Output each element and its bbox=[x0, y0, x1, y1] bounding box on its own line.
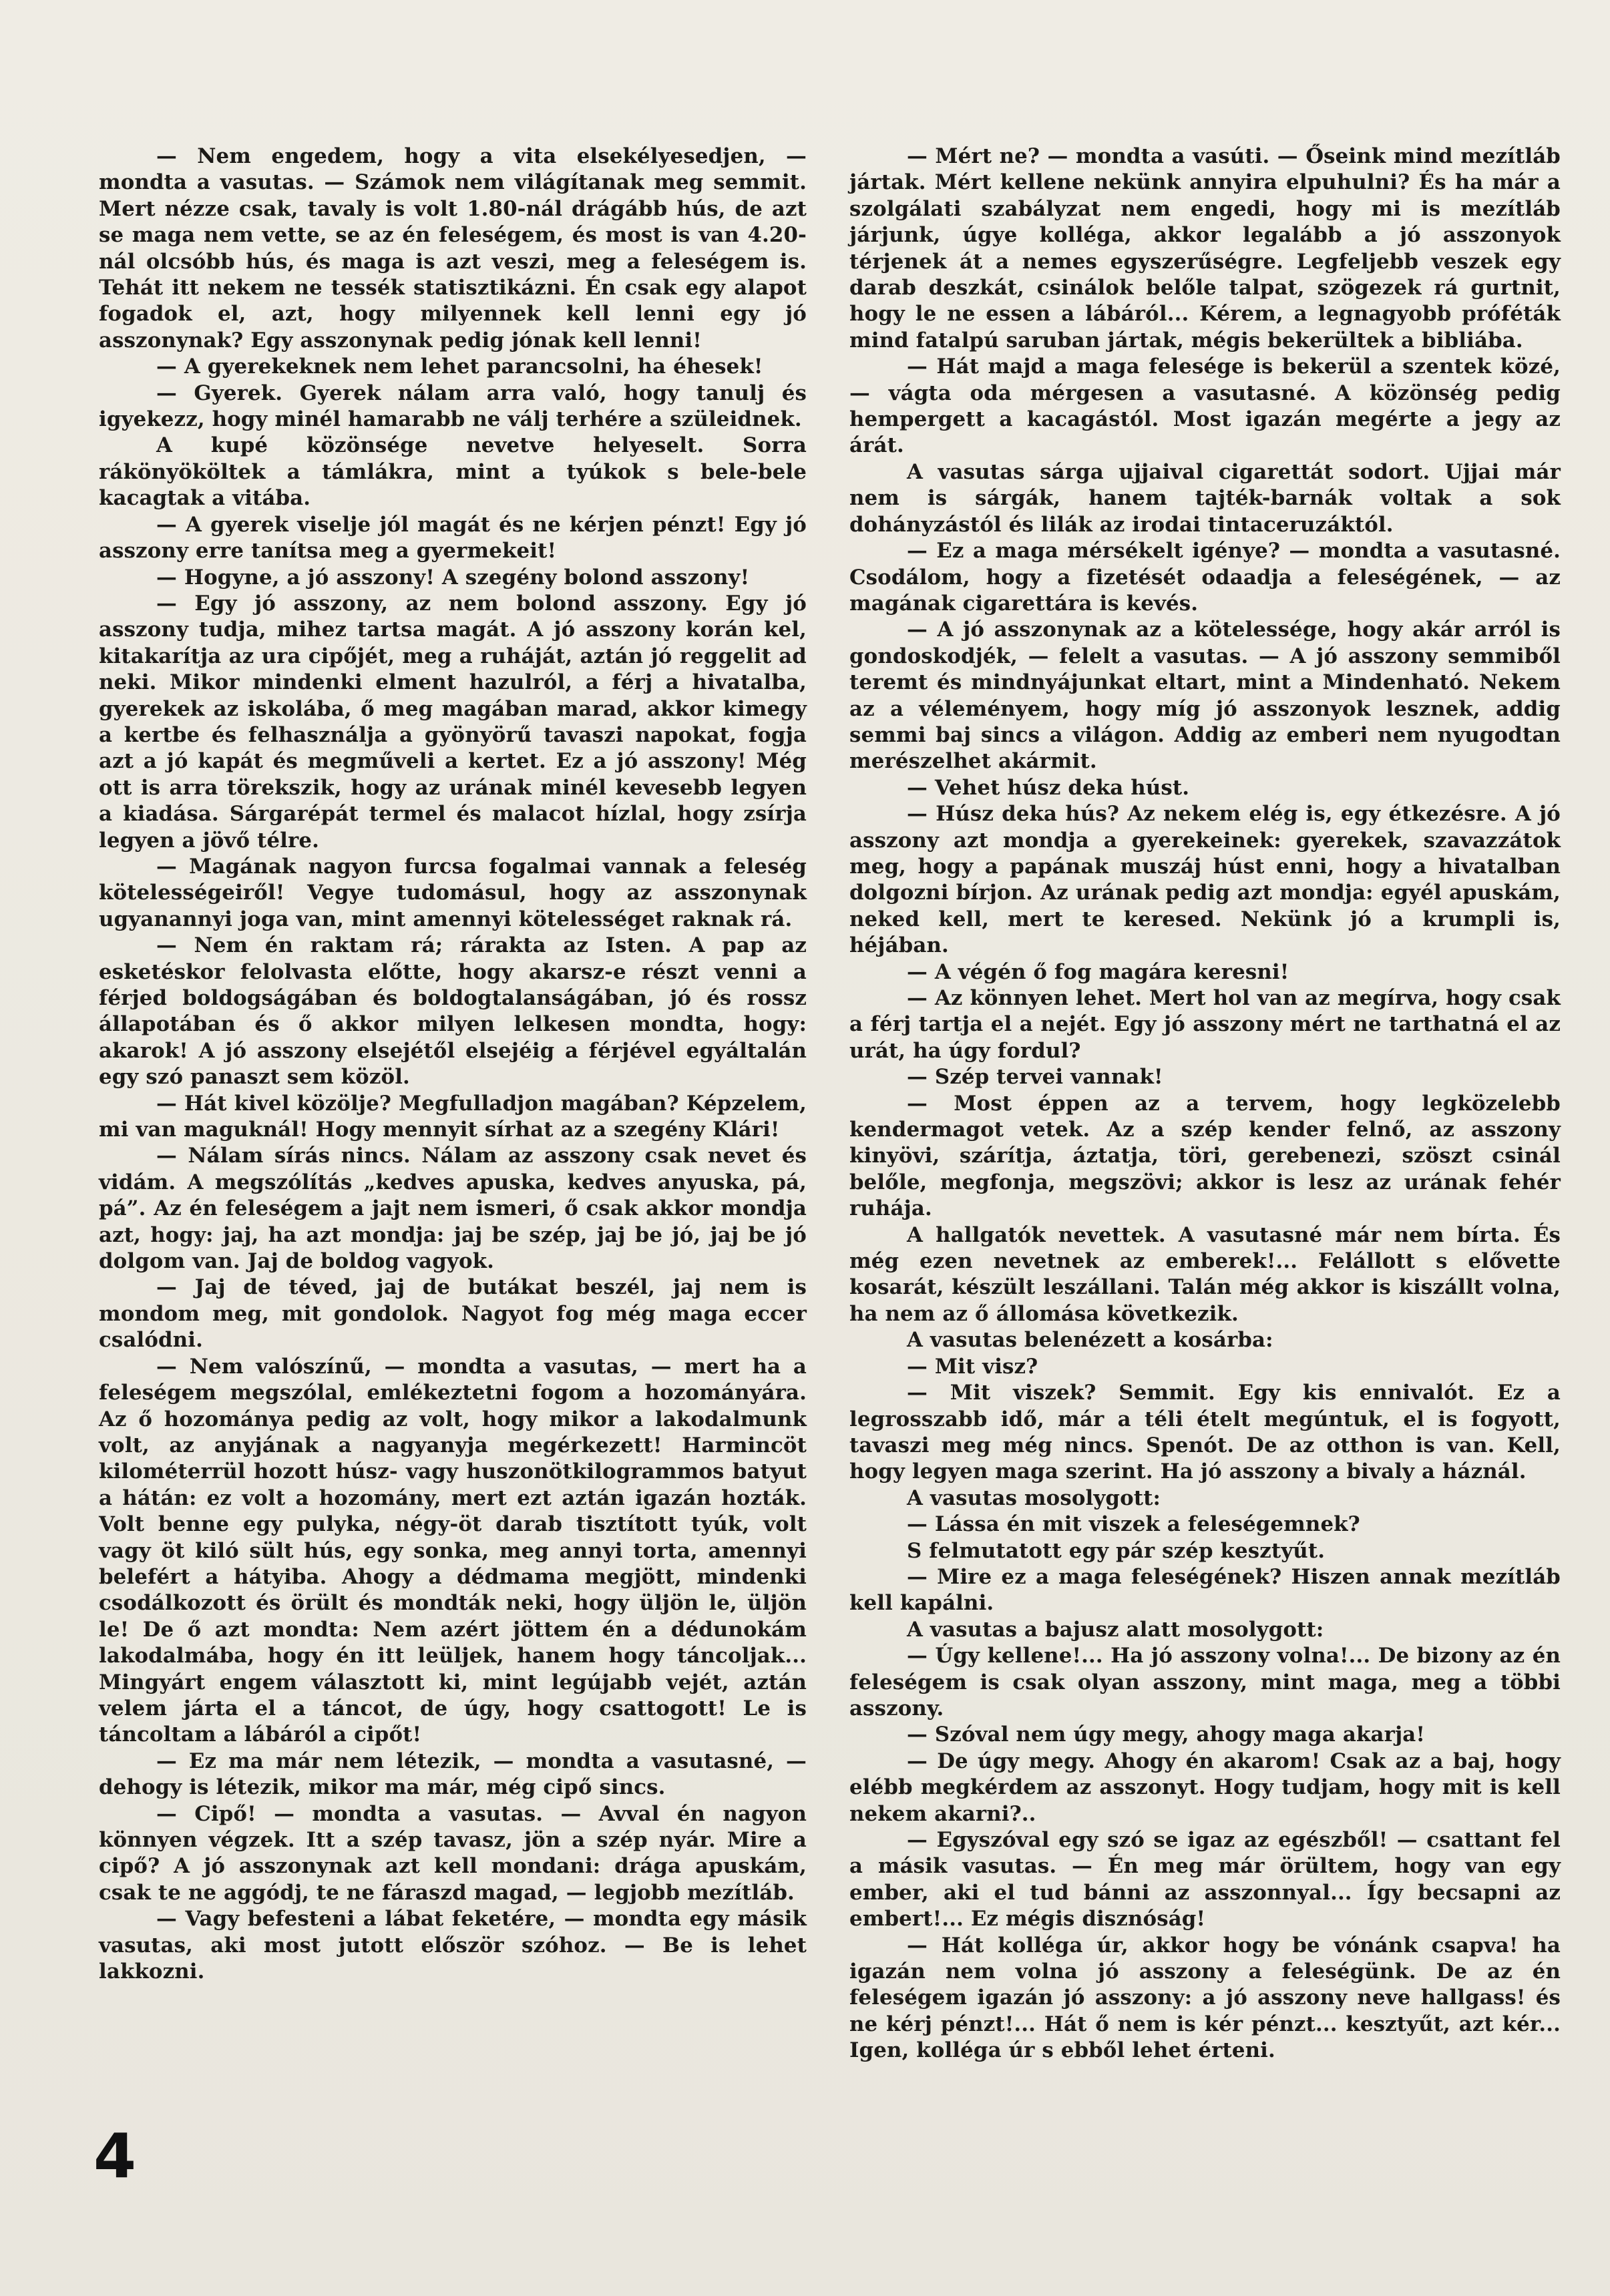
paragraph: — Hogyne, a jó asszony! A szegény bolond asszony! bbox=[156, 565, 750, 590]
paragraph: — Mért ne? — mondta a vasúti. — Őseink mind mezítláb jártak. Mért kellene nekünk annyira elpuhulni? És ha már a szolgálati szabályzat nem engedi, hogy mi is mezítláb járjunk, úgye kolléga, akkor legalább a jó asszonyok térjenek át a nemes egyszerűségre. Legfeljebb veszek egy darab deszkát, csinálok belőle talpat, szögezek rá gurtnit, hogy le ne essen a lábáról... Kérem, a legnagyobb próféták mind fatalpú saruban jártak, mégis bekerültek a bibliába. bbox=[849, 144, 1561, 353]
paragraph: A vasutas mosolygott: bbox=[907, 1485, 1161, 1510]
paragraph: — Egyszóval egy szó se igaz az egészből! — csattant fel a másik vasutas. — Én meg már örültem, hogy van egy ember, aki el tud bánni az asszonnyal... Így becsapni az embert!... Ez mégis disznóság! bbox=[849, 1828, 1561, 1931]
paragraph: — Szóval nem úgy megy, ahogy maga akarja! bbox=[907, 1723, 1426, 1747]
paragraph: A vasutas a bajusz alatt mosolygott: bbox=[907, 1617, 1324, 1642]
right-text-column bbox=[849, 144, 1561, 2064]
paragraph: — Húsz deka hús? Az nekem elég is, egy étkezésre. A jó asszony azt mondja a gyerekeinek: gyerekek, szavazzátok meg, hogy a papának muszáj húst enni, hogy a hivatalban dolgozni bírjon. Az urának pedig azt mondja: egyél apuskám, neked kell, mert te keresed. Nekünk jó a krumpli is, héjában. bbox=[849, 802, 1561, 958]
paragraph: — Lássa én mit viszek a feleségemnek? bbox=[907, 1512, 1360, 1537]
paragraph: — Nem engedem, hogy a vita elsekélyesedjen, — mondta a vasutas. — Számok nem világítanak meg semmit. Mert nézze csak, tavaly is volt 1.80-nál drágább hús, de azt se maga nem vette, se az én feleségem, és most is van 4.20-nál olcsóbb hús, és maga is azt veszi, meg a feleségem is. Tehát itt nekem ne tessék statisztikázni. Én csak egy alapot fogadok el, azt, hogy milyennek kell lenni egy jó asszonynak? Egy asszonynak pedig jónak kell lenni! bbox=[99, 144, 807, 353]
paragraph: — Nem én raktam rá; rárakta az Isten. A pap az esketéskor felolvasta előtte, hogy akarsz-e részt venni a férjed boldogságában és boldogtalanságában, jó és rossz állapotában és ő akkor milyen lelkesen mondta, hogy: akarok! A jó asszony elsejétől elsejéig a férjével egyáltalán egy szó panaszt sem közöl. bbox=[99, 933, 807, 1090]
paragraph: — Mire ez a maga feleségének? Hiszen annak mezítláb kell kapálni. bbox=[849, 1564, 1561, 1616]
paragraph: — A jó asszonynak az a kötelessége, hogy akár arról is gondoskodjék, — felelt a vasutas. — A jó asszony semmiből teremt és mindnyájunkat eltart, mint a Mindenható. Nekem az a véleményem, hogy míg jó asszonyok lesznek, addig semmi baj sincs a világon. Addig az emberi nem nyugodtan merészelhet akármit. bbox=[849, 618, 1561, 774]
paragraph: A vasutas belenézett a kosárba: bbox=[907, 1328, 1273, 1353]
paragraph: — Nem valószínű, — mondta a vasutas, — mert ha a feleségem megszólal, emlékeztetni fogom a hozományára. Az ő hozománya pedig az volt, hogy mikor a lakodalmunk volt, az anyjának a nagyanyja megérkezett! Harmincöt kilométerrül hozott húsz- vagy huszonötkilogrammos batyut a hátán: ez volt a hozomány, mert ezt aztán igazán hozták. Volt benne egy pulyka, négy-öt darab tisztított tyúk, volt vagy öt kiló sült hús, egy sonka, meg annyi torta, amennyi belefért a hátyiba. Ahogy a dédmama megjött, mindenki csodálkozott és örült és mondták neki, hogy üljön le, üljön le! De ő azt mondta: Nem azért jöttem én a dédunokám lakodalmába, hogy én itt leüljek, hanem hogy táncoljak... Mingyárt engem választott ki, mint legújabb vejét, aztán velem járta el a táncot, de úgy, hogy csattogott! Le is táncoltam a lábáról a cipőt! bbox=[99, 1354, 807, 1747]
paragraph: — Mit visz? bbox=[907, 1354, 1038, 1379]
paragraph: — Most éppen az a tervem, hogy legközelebb kendermagot vetek. Az a szép kender felnő, az asszony kinyövi, szárítja, áztatja, töri, gerebenezi, szöszt csinál belőle, megfonja, megszövi; akkor is lesz az urának fehér ruhája. bbox=[849, 1091, 1561, 1221]
paragraph: S felmutatott egy pár szép kesztyűt. bbox=[907, 1538, 1326, 1563]
paragraph: — Ez a maga mérsékelt igénye? — mondta a vasutasné. Csodálom, hogy a fizetését odaadja a feleségének, — az magának cigarettára is kevés. bbox=[849, 539, 1561, 616]
left-text-column bbox=[99, 144, 807, 1985]
paragraph: — De úgy megy. Ahogy én akarom! Csak az a baj, hogy elébb megkérdem az asszonyt. Hogy tudjam, hogy mit is kell nekem akarni?.. bbox=[849, 1749, 1561, 1826]
paragraph: A kupé közönsége nevetve helyeselt. Sorra rákönyököltek a támlákra, mint a tyúkok s bele-bele kacagtak a vitába. bbox=[99, 433, 807, 511]
paragraph: — Nálam sírás nincs. Nálam az asszony csak nevet és vidám. A megszólítás „kedves apuska, kedves anyuska, pá, pá”. Az én feleségem a jajt nem ismeri, ő csak akkor mondja azt, hogy: jaj, ha azt mondja: jaj be szép, jaj be jó, jaj be jó dolgom van. Jaj de boldog vagyok. bbox=[99, 1144, 807, 1274]
paragraph: A hallgatók nevettek. A vasutasné már nem bírta. És még ezen nevetnek az emberek!... Felállott s elővette kosarát, készült leszállani. Talán még akkor is kiszállt volna, ha nem az ő állomása következik. bbox=[849, 1222, 1561, 1326]
paragraph: — A gyerekeknek nem lehet parancsolni, ha éhesek! bbox=[156, 355, 763, 379]
paragraph: — Vagy befesteni a lábat feketére, — mondta egy másik vasutas, aki most jutott először szóhoz. — Be is lehet lakkozni. bbox=[99, 1907, 807, 1984]
paragraph: — A végén ő fog magára keresni! bbox=[907, 959, 1289, 984]
paragraph: A vasutas sárga ujjaival cigarettát sodort. Ujjai már nem is sárgák, hanem tajték-barnák voltak a sok dohányzástól és lilák az irodai tintaceruzáktól. bbox=[849, 459, 1561, 537]
paragraph: — Jaj de téved, jaj de butákat beszél, jaj nem is mondom meg, mit gondolok. Nagyot fog még maga eccer csalódni. bbox=[99, 1275, 807, 1353]
paragraph: — Hát kivel közölje? Megfulladjon magában? Képzelem, mi van maguknál! Hogy mennyit sírhat az a szegény Klári! bbox=[99, 1091, 807, 1142]
paragraph: — Szép tervei vannak! bbox=[907, 1065, 1163, 1090]
paragraph: — Úgy kellene!... Ha jó asszony volna!... De bizony az én feleségem is csak olyan asszony, mint maga, meg a többi asszony. bbox=[849, 1644, 1561, 1720]
paragraph: — A gyerek viselje jól magát és ne kérjen pénzt! Egy jó asszony erre tanítsa meg a gyermekeit! bbox=[99, 512, 807, 563]
paragraph: — Cipő! — mondta a vasutas. — Avval én nagyon könnyen végzek. Itt a szép tavasz, jön a szép nyár. Mire a cipő? A jó asszonynak azt kell mondani: drága apuskám, csak te ne aggódj, te ne fáraszd magad, — legjobb mezítláb. bbox=[99, 1801, 807, 1905]
paragraph: — Magának nagyon furcsa fogalmai vannak a feleség kötelességeiről! Vegye tudomásul, hogy az asszonynak ugyanannyi joga van, mint amennyi kötelességet raknak rá. bbox=[99, 854, 807, 931]
paragraph: — Vehet húsz deka húst. bbox=[907, 775, 1190, 800]
page-number: 4 bbox=[93, 2120, 137, 2192]
paragraph: — Ez ma már nem létezik, — mondta a vasutasné, — dehogy is létezik, mikor ma már, még cipő sincs. bbox=[99, 1749, 807, 1800]
paragraph: — Az könnyen lehet. Mert hol van az megírva, hogy csak a férj tartja el a nejét. Egy jó asszony mért ne tarthatná el az urát, ha úgy fordul? bbox=[849, 986, 1561, 1063]
paragraph: — Egy jó asszony, az nem bolond asszony. Egy jó asszony tudja, mihez tartsa magát. A jó asszony korán kel, kitakarítja az ura cipőjét, meg a ruháját, aztán jó reggelit ad neki. Mikor mindenki elment hazulról, a férj a hivatalba, gyerekek az iskolába, ő meg magában marad, akkor kimegy a kertbe és felhasználja a gyönyörű tavaszi napokat, fogja azt a jó kapát és megműveli a kertet. Ez a jó asszony! Még ott is arra törekszik, hogy az urának minél kevesebb legyen a kiadása. Sárgarépát termel és malacot hízlal, hogy zsírja legyen a jövő télre. bbox=[99, 591, 807, 853]
paragraph: — Gyerek. Gyerek nálam arra való, hogy tanulj és igyekezz, hogy minél hamarabb ne válj terhére a szüleidnek. bbox=[99, 381, 807, 432]
paragraph: — Mit viszek? Semmit. Egy kis ennivalót. Ez a legrosszabb idő, már a téli ételt megúntuk, el is fogyott, tavaszi meg még nincs. Spenót. De az otthon is van. Kell, hogy legyen maga szerint. Ha jó asszony a bivaly a háznál. bbox=[849, 1381, 1561, 1484]
paragraph: — Hát majd a maga felesége is bekerül a szentek közé, — vágta oda mérgesen a vasutasné. A közönség pedig hempergett a kacagástól. Most igazán megérte a jegy az árát. bbox=[849, 355, 1561, 458]
paragraph: — Hát kolléga úr, akkor hogy be vónánk csapva! ha igazán nem volna jó asszony a feleségünk. De az én feleségem igazán jó asszony: a jó asszony neve hallgass! és ne kérj pénzt!... Hát ő nem is kér pénzt... kesztyűt, azt kér... Igen, kolléga úr s ebből lehet érteni. bbox=[849, 1933, 1561, 2063]
